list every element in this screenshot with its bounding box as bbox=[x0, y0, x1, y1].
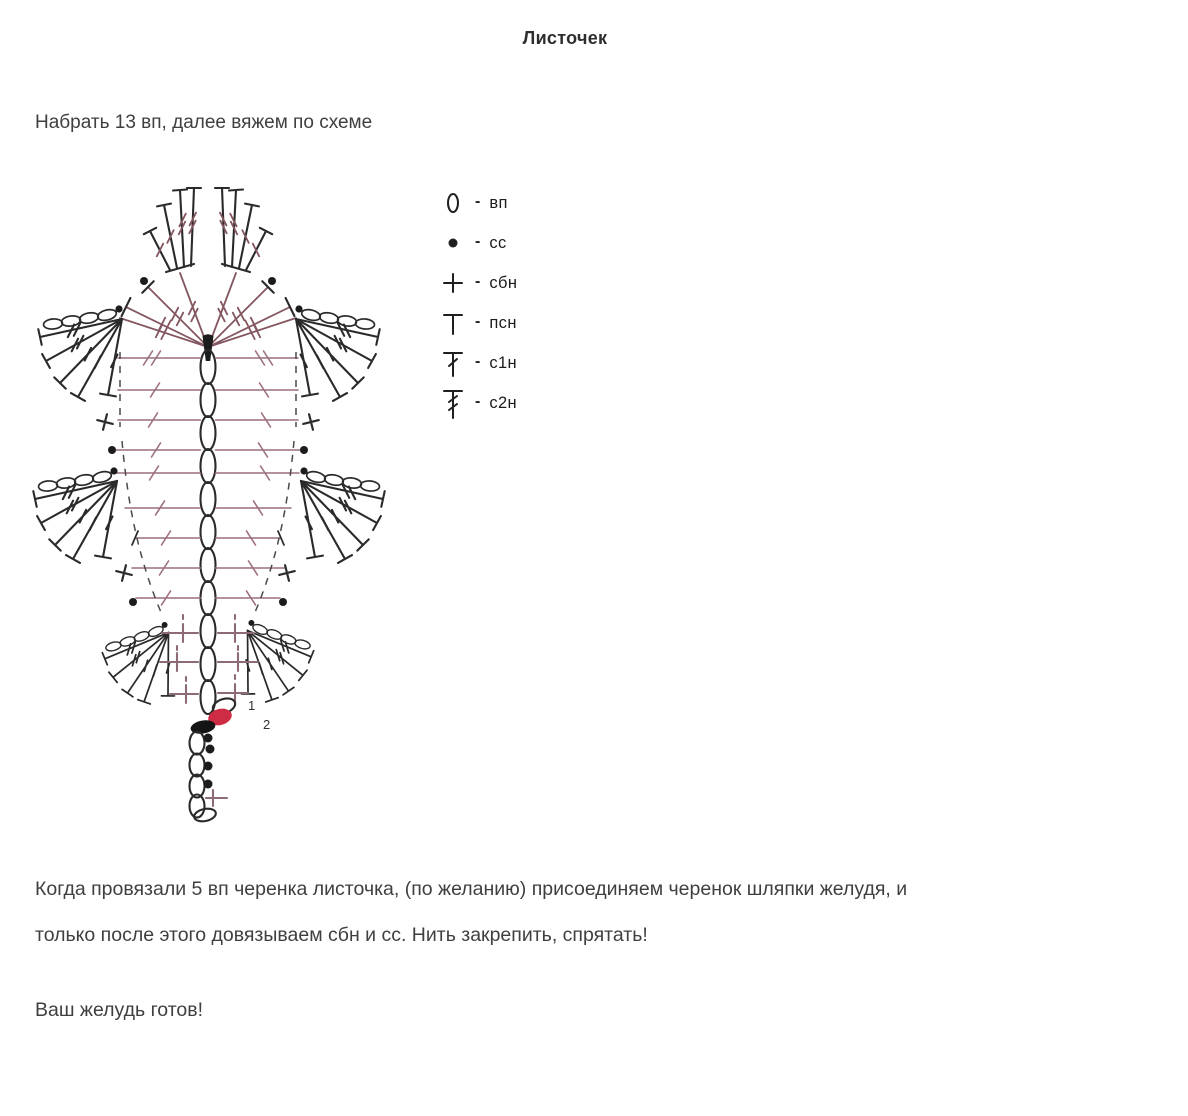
legend-item-treble-crochet bbox=[440, 383, 660, 423]
stem-assembly bbox=[190, 696, 238, 823]
side-fan-upper-left bbox=[38, 305, 122, 401]
half-double-crochet-icon bbox=[440, 305, 466, 341]
legend-label: вп bbox=[489, 193, 508, 212]
stitch-rows bbox=[108, 351, 308, 606]
legend-item-double-crochet bbox=[440, 343, 660, 383]
note-line-2: только после этого довязываем сбн и сс. Нить закрепить, спрятать! bbox=[35, 924, 648, 946]
stitch-legend bbox=[440, 183, 660, 423]
page-title: Листочек bbox=[522, 28, 608, 48]
crochet-chart bbox=[20, 165, 440, 845]
legend-separator: - bbox=[475, 393, 481, 410]
legend-item-chain bbox=[440, 183, 660, 223]
chain-stitch-icon bbox=[440, 185, 466, 221]
bottom-sc-grid bbox=[160, 615, 258, 703]
legend-label: с2н bbox=[489, 393, 518, 412]
single-crochet-icon bbox=[440, 265, 466, 301]
treble-crochet-icon bbox=[440, 385, 466, 421]
legend-item-slip-stitch bbox=[440, 223, 660, 263]
slip-stitch-icon bbox=[440, 225, 466, 261]
legend-item-half-double-crochet bbox=[440, 303, 660, 343]
note-line-1: Когда провязали 5 вп черенка листочка, (по желанию) присоединяем черенок шляпки желудя, и bbox=[35, 878, 908, 900]
legend-label: сбн bbox=[489, 273, 518, 292]
legend-separator: - bbox=[475, 353, 481, 370]
legend-item-single-crochet bbox=[440, 263, 660, 303]
turn-boundary-dashes bbox=[120, 352, 296, 617]
side-fan-middle-left bbox=[33, 467, 117, 563]
side-fan-middle-right bbox=[300, 467, 384, 563]
round-marker-2: 2 bbox=[263, 717, 271, 732]
legend-label: сс bbox=[489, 233, 507, 252]
side-fan-upper-right bbox=[295, 305, 379, 401]
intro-text: Набрать 13 вп, далее вяжем по схеме bbox=[35, 112, 373, 133]
leaf-diagram bbox=[20, 165, 440, 845]
legend-label: с1н bbox=[489, 353, 518, 372]
closing-text: Ваш желудь готов! bbox=[35, 999, 204, 1021]
side-fan-bottom-left bbox=[99, 621, 181, 710]
center-chain-column bbox=[201, 334, 216, 714]
legend-separator: - bbox=[475, 233, 481, 250]
note-paragraph bbox=[35, 866, 1175, 958]
round-marker-1: 1 bbox=[248, 698, 256, 713]
double-crochet-icon bbox=[440, 345, 466, 381]
legend-separator: - bbox=[475, 273, 481, 290]
legend-separator: - bbox=[475, 313, 481, 330]
legend-label: псн bbox=[489, 313, 517, 332]
legend-separator: - bbox=[475, 193, 481, 210]
